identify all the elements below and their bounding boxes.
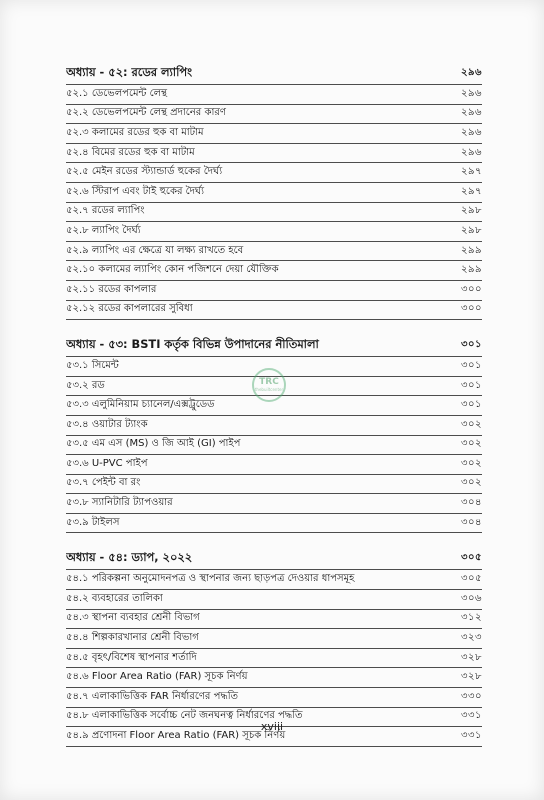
entry-page: ৩০১ (461, 379, 482, 391)
entry-title: ৫৩.৭ পেইন্ট বা রং (66, 477, 141, 489)
toc-entry[interactable] (66, 124, 482, 144)
toc-entry[interactable] (66, 85, 482, 105)
chapter-title: অধ্যায় - ৫৪: ড্যাপ, ২০২২ (66, 549, 193, 564)
entry-page: ২৯৮ (461, 224, 482, 236)
toc-entry[interactable] (66, 494, 482, 514)
entry-title: ৫৩.৬ U-PVC পাইপ (66, 457, 148, 469)
entry-title: ৫২.২ ডেভেলপমেন্ট লেন্থ প্রদানের কারণ (66, 107, 226, 119)
entry-title: ৫৪.৩ স্থাপনা ব্যবহার শ্রেনী বিভাগ (66, 612, 200, 624)
toc-entry[interactable] (66, 590, 482, 610)
entry-title: ৫৩.৪ ওয়াটার ট্যাংক (66, 418, 148, 430)
toc-entry[interactable] (66, 610, 482, 630)
entry-page: ২৯৯ (461, 244, 482, 256)
chapter-page-number: ২৯৬ (461, 66, 482, 78)
watermark-subtext: thebuiltcenter (254, 387, 284, 392)
entry-page: ২৯৭ (461, 166, 482, 178)
entry-page: ৩০২ (460, 418, 482, 430)
entry-page: ২৯৯ (461, 264, 482, 276)
toc-entry[interactable] (66, 105, 482, 125)
toc-entry[interactable] (66, 475, 482, 495)
chapter-page-number: ৩০১ (461, 338, 482, 350)
entry-page: ৩৩১ (461, 710, 482, 722)
entry-page: ৩০৫ (461, 573, 482, 585)
entry-title: ৫৩.৯ টাইলস (66, 516, 120, 528)
entry-title: ৫২.১ ডেভেলপমেন্ট লেন্থ (66, 87, 167, 99)
entry-page: ৩২৮ (461, 651, 482, 663)
entry-page: ৩০২ (460, 477, 482, 489)
table-of-contents (66, 62, 482, 761)
toc-entry[interactable] (66, 261, 482, 281)
entry-title: ৫২.৬ স্টিরাপ এবং টাই হুকের দৈর্ঘ্য (66, 185, 204, 197)
entry-title: ৫৩.৩ এলুমিনিয়াম চ্যানেল/এক্সট্রুডেড (66, 399, 215, 411)
toc-entry[interactable] (66, 436, 482, 456)
toc-entry[interactable] (66, 668, 482, 688)
toc-entry[interactable] (66, 688, 482, 708)
entry-title: ৫৩.৮ স্যানিটারি ট্যাপওয়ার (66, 497, 173, 509)
entry-title: ৫৪.৭ এলাকাভিত্তিক FAR নির্ধারণের পদ্ধতি (66, 690, 239, 702)
entry-page: ৩০১ (461, 399, 482, 411)
chapter-page-number: ৩০৫ (461, 551, 482, 563)
toc-entry[interactable] (66, 163, 482, 183)
toc-entry[interactable] (66, 455, 482, 475)
watermark-text: TRC (259, 377, 279, 387)
chapter-52 (66, 62, 482, 320)
entry-page: ৩০০ (460, 283, 482, 295)
toc-entry[interactable] (66, 281, 482, 301)
entry-title: ৫২.৯ ল্যাপিং এর ক্ষেত্রে যা লক্ষ্য রাখতে হবে (66, 244, 244, 256)
entry-page: ৩২৮ (461, 671, 482, 683)
entry-title: ৫২.৮ ল্যাপিং দৈর্ঘ্য (66, 224, 141, 236)
entry-title: ৫২.১২ রডের কাপলারের সুবিধা (66, 303, 193, 315)
toc-entry[interactable] (66, 570, 482, 590)
entry-title: ৫৪.২ ব্যবহারের তালিকা (66, 592, 163, 604)
entry-title: ৫২.৪ বিমের রডের হুক বা মাটাম (66, 146, 195, 158)
entry-title: ৫৪.৪ শিল্পকারখানার শ্রেনী বিভাগ (66, 632, 199, 644)
entry-page: ৩০৪ (461, 497, 482, 509)
entry-page: ২৯৮ (461, 205, 482, 217)
entry-title: ৫৩.৫ এম এস (MS) ও জি আই (GI) পাইপ (66, 438, 241, 450)
chapter-54 (66, 547, 482, 746)
page-folio: xviii (260, 720, 284, 733)
entry-page: ৩৩১ (461, 730, 482, 742)
entry-page: ২৯৬ (461, 107, 482, 119)
toc-entry[interactable] (66, 514, 482, 534)
entry-title: ৫৪.৮ এলাকাভিত্তিক সর্বোচ্চ নেট জনঘনত্ব নির্ধারণের পদ্ধতি (66, 710, 303, 722)
entry-title: ৫৪.১ পরিকল্পনা অনুমোদনপত্র ও স্থাপনার জন্য ছাড়পত্র দেওয়ার ধাপসমূহ (66, 573, 355, 585)
toc-entry[interactable] (66, 203, 482, 223)
entry-page: ৩০০ (460, 303, 482, 315)
entry-page: ২৯৭ (461, 185, 482, 197)
watermark-logo (252, 368, 286, 402)
entry-page: ৩২৩ (460, 632, 482, 644)
entry-title: ৫২.৫ মেইন রডের স্ট্যান্ডার্ড হুকের দৈর্ঘ্য (66, 166, 223, 178)
entry-page: ৩০২ (460, 438, 482, 450)
entry-page: ৩০১ (461, 359, 482, 371)
entry-title: ৫৪.৫ বৃহৎ/বিশেষ স্থাপনার শর্তাদি (66, 651, 197, 663)
toc-entry[interactable] (66, 242, 482, 262)
toc-entry[interactable] (66, 222, 482, 242)
entry-page: ২৯৬ (461, 87, 482, 99)
entry-page: ২৯৬ (461, 126, 482, 138)
chapter-heading[interactable] (66, 62, 482, 85)
chapter-title: অধ্যায় - ৫৩: BSTI কর্তৃক বিভিন্ন উপাদানের নীতিমালা (66, 336, 319, 351)
entry-title: ৫৪.৯ প্রণোদনা Floor Area Ratio (FAR) সূচক নির্ণয় (66, 730, 286, 742)
toc-entry[interactable] (66, 416, 482, 436)
entry-title: ৫২.৩ কলামের রডের হুক বা মাটাম (66, 126, 204, 138)
entry-title: ৫২.৭ রডের ল্যাপিং (66, 205, 145, 217)
toc-entry[interactable] (66, 183, 482, 203)
entry-title: ৫৪.৬ Floor Area Ratio (FAR) সূচক নির্ণয় (66, 671, 248, 683)
entry-title: ৫৩.১ সিমেন্ট (66, 359, 119, 371)
entry-title: ৫৩.২ রড (66, 379, 105, 391)
entry-page: ৩৩০ (460, 690, 482, 702)
entry-page: ৩০২ (460, 457, 482, 469)
toc-entry[interactable] (66, 144, 482, 164)
entry-page: ৩০৪ (461, 516, 482, 528)
entry-page: ৩১২ (461, 612, 482, 624)
chapter-heading[interactable] (66, 334, 482, 357)
entry-page: ৩০৬ (460, 592, 482, 604)
entry-title: ৫২.১০ কলামের ল্যাপিং কোন পজিশনে দেয়া যৌক্তিক (66, 264, 279, 276)
chapter-heading[interactable] (66, 547, 482, 570)
entry-page: ২৯৬ (461, 146, 482, 158)
chapter-53 (66, 334, 482, 533)
toc-entry[interactable] (66, 629, 482, 649)
chapter-title: অধ্যায় - ৫২: রডের ল্যাপিং (66, 64, 192, 79)
entry-title: ৫২.১১ রডের কাপলার (66, 283, 157, 295)
toc-entry[interactable] (66, 649, 482, 669)
toc-entry[interactable] (66, 301, 482, 321)
